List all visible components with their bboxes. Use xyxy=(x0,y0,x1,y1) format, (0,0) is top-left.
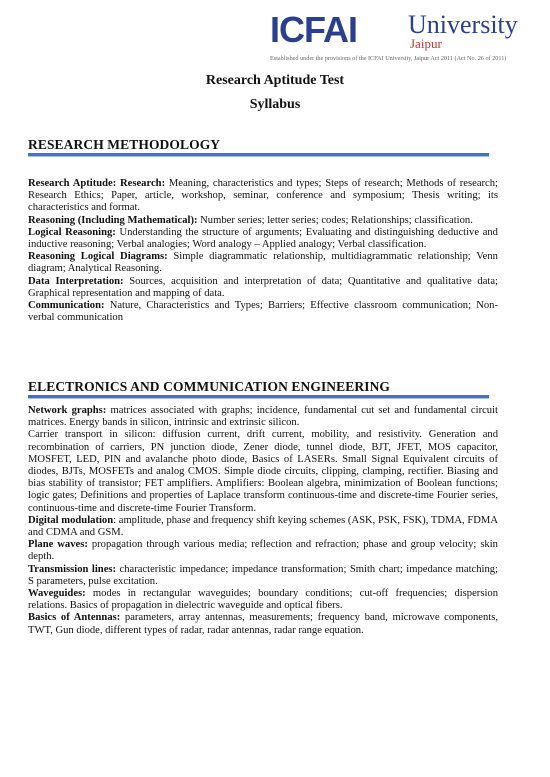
syllabus-text: Carrier transport in silicon: diffusion current, drift current, mobility, and resistivity. Generation and recombination of carriers, PN junction diode, Zener diode, tunnel diode, BJT, JFET, MOS capacitor, MOSFET, LED, PIN and avalanche photo diode, Basics of LASERs. Small Signal Equivalent circuits of diodes, BJTs, MOSFETs and analog CMOS. Simple diode circuits, clipping, clamping, rectifier. Biasing and bias stability of transistor; FET amplifiers. Amplifiers: Boolean algebra, minimization of Boolean functions; logic gates; Definitions and properties of Laplace transform continuous-time and discrete-time Fourier series, continuous-time and discrete-time Fourier Transform. xyxy=(28,429,498,514)
section-divider xyxy=(28,153,489,157)
section-heading-research-methodology: RESEARCH METHODOLOGY xyxy=(28,137,221,152)
syllabus-term: Research Aptitude: Research: xyxy=(28,178,166,189)
syllabus-text: parameters, array antennas, measurements; frequency band, microwave components, TWT, Gun diode, different types of radar, radar antennas, radar range equation. xyxy=(28,612,499,636)
syllabus-item xyxy=(28,539,498,563)
syllabus-term: Communication: xyxy=(28,300,105,312)
logo-city: Jaipur xyxy=(410,36,442,51)
syllabus-text: Simple diagrammatic relationship, multidiagrammatic relationship; Venn diagram; Analytical Reasoning. xyxy=(28,251,498,275)
syllabus-item xyxy=(28,515,498,539)
section-body-research-methodology xyxy=(28,178,498,324)
syllabus-term: Logical Reasoning: xyxy=(28,226,116,238)
syllabus-term: Basics of Antennas: xyxy=(28,612,121,624)
syllabus-item xyxy=(28,227,498,251)
syllabus-text: matrices associated with graphs; incidence, fundamental cut set and fundamental circuit matrices. Energy bands in silicon, intrinsic and extrinsic silicon. xyxy=(28,405,498,429)
syllabus-text: characteristic impedance; impedance transformation; Smith chart; impedance matching; S parameters, pulse excitation. xyxy=(28,563,499,587)
syllabus-item xyxy=(28,405,498,429)
syllabus-text: modes in rectangular waveguides; boundary conditions; cut-off frequencies; dispersion relations. Basics of propagation in dielectric waveguide and optical fibers. xyxy=(28,588,498,612)
syllabus-term: Transmission lines: xyxy=(28,563,117,575)
syllabus-item xyxy=(28,588,498,612)
syllabus-text: : amplitude, phase and frequency shift keying schemes (ASK, PSK, FSK), TDMA, FDMA and CDMA and GSM. xyxy=(28,514,498,539)
syllabus-item xyxy=(28,564,498,588)
syllabus-term: Digital modulation xyxy=(28,514,114,526)
syllabus-text: Meaning, characteristics and types; Steps of research; Methods of research; Research Ethics; Paper, article, workshop, seminar, conference and symposium; Thesis writing; its characteristics and format. xyxy=(28,178,498,214)
section-divider xyxy=(28,395,489,399)
document-subtitle: Syllabus xyxy=(249,97,301,112)
logo-university: University xyxy=(408,10,518,39)
syllabus-item xyxy=(28,215,498,227)
section-body-electronics xyxy=(28,405,498,637)
syllabus-term: Plane waves: xyxy=(28,539,88,551)
syllabus-term: Reasoning Logical Diagrams: xyxy=(28,251,168,263)
university-logo xyxy=(270,10,522,68)
section-heading-electronics: ELECTRONICS AND COMMUNICATION ENGINEERING xyxy=(28,379,391,394)
syllabus-term: Network graphs: xyxy=(28,405,107,416)
syllabus-item xyxy=(28,300,498,324)
syllabus-item xyxy=(28,612,498,636)
syllabus-term: Reasoning (Including Mathematical): xyxy=(28,214,198,226)
syllabus-text: propagation through various media; reflection and refraction; phase and group velocity; skin depth. xyxy=(28,539,498,563)
syllabus-text: Number series; letter series; codes; Relationships; classification. xyxy=(197,214,473,226)
syllabus-item xyxy=(28,429,498,514)
syllabus-item xyxy=(28,276,498,300)
logo-established-note: Established under the provisions of the ICFAI University, Jaipur Act 2011 (Act No. 26 of 2011) xyxy=(270,55,507,62)
document-title: Research Aptitude Test xyxy=(205,73,345,88)
syllabus-term: Waveguides: xyxy=(28,588,86,600)
syllabus-item xyxy=(28,178,498,215)
syllabus-item xyxy=(28,251,498,275)
syllabus-text: Sources, acquisition and interpretation of data; Quantitative and qualitative data; Graphical representation and mapping of data. xyxy=(28,275,498,299)
logo-brand: ICFAI xyxy=(270,9,358,50)
syllabus-term: Data Interpretation: xyxy=(28,275,124,287)
syllabus-text: Understanding the structure of arguments; Evaluating and distinguishing deductive and inductive reasoning; Verbal analogies; Word analogy – Applied analogy; Verbal classification. xyxy=(28,226,498,251)
syllabus-text: Nature, Characteristics and Types; Barriers; Effective classroom communication; Non-verbal communication xyxy=(28,300,498,324)
